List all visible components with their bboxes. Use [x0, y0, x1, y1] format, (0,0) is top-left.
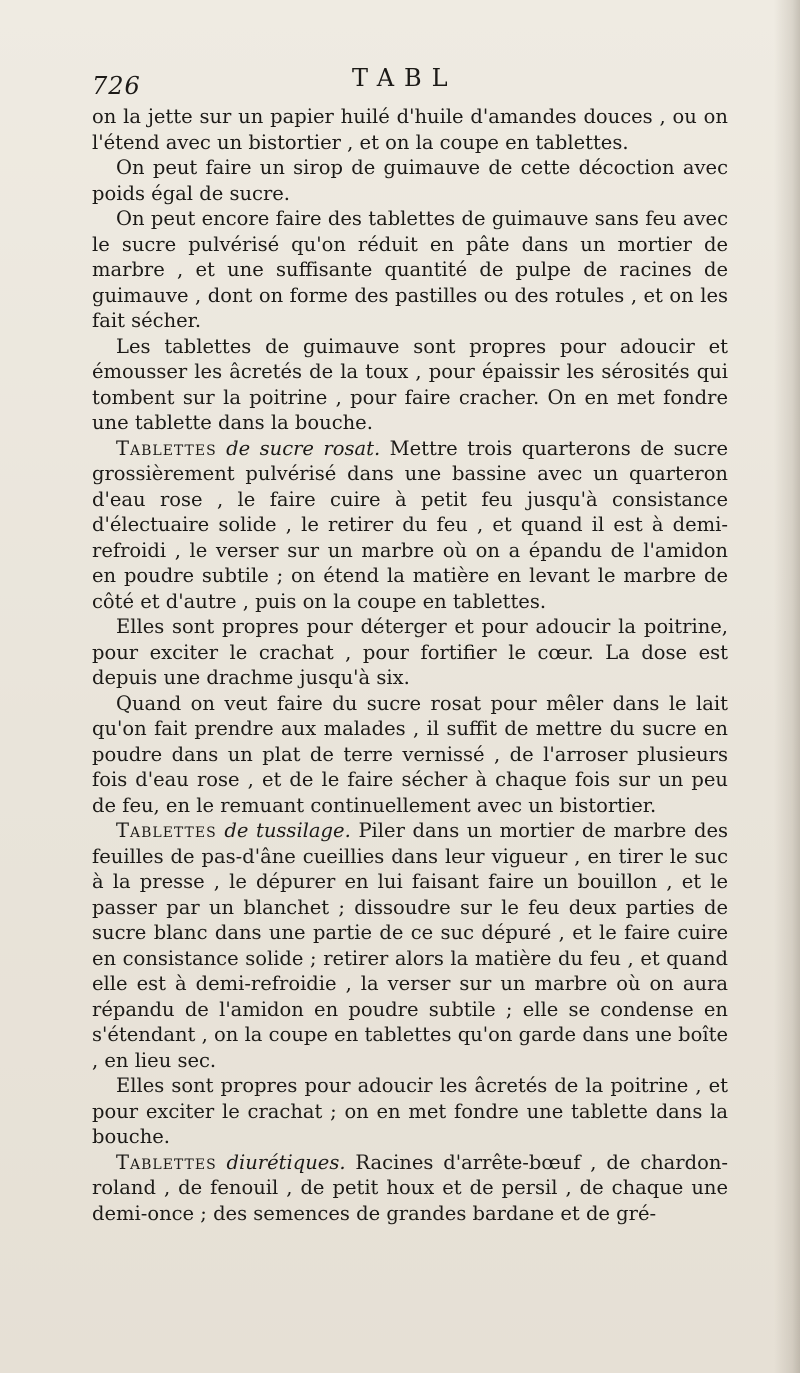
paragraph-text: Mettre trois quarterons de sucre grossièrement pulvérisé dans une bassine avec un quarteron d'eau rose , le faire cuire à petit feu jusqu'à consistance d'électuaire solide , le retirer du feu , et quand il est à demi-refroidi , le verser sur un marbre où on a épandu de l'amidon en poudre subtile ; on étend la matière en levant le marbre de côté et d'autre , puis on la coupe en tablettes. [92, 436, 729, 613]
paragraph-text: On peut faire un sirop de guimauve de cette décoction avec poids égal de sucre. [92, 156, 728, 205]
entry-title: de tussilage. [224, 819, 351, 842]
page-body [92, 104, 728, 1226]
paragraph-text: Piler dans un mortier de marbre des feuilles de pas-d'âne cueillies dans leur vigueur , en tirer le suc à la presse , le dépurer en lui faisant faire un bouillon , et le passer par un blanchet ; dissoudre sur le feu deux parties de sucre blanc dans une partie de ce suc dépuré , et le faire cuire en consistance solide ; retirer alors la matière du feu , et quand elle est à demi-refroidie , la verser sur un marbre où on aura répandu de l'amidon en poudre subtile ; elle se condense en s'étendant , on la coupe en tablettes qu'on garde dans une boîte , en lieu sec. [92, 819, 728, 1072]
paragraph-tablettes-sans-feu [92, 206, 728, 334]
paragraph-text: Elles sont propres pour adoucir les âcretés de la poitrine , et pour exciter le crachat ; on en met fondre une tablette dans la bouche. [92, 1074, 728, 1148]
entry-head: Tablettes [116, 1150, 217, 1174]
entry-tablettes-diuretiques [92, 1150, 728, 1227]
paragraph-vertus-guimauve [92, 334, 728, 436]
running-head: TABL [352, 64, 458, 92]
entry-tablettes-tussilage [92, 818, 728, 1073]
paragraph-text: Racines d'arrête-bœuf , de chardon-roland , de fenouil , de petit houx et de persil , de chaque une demi-once ; des semences de grandes bardane et de gré- [92, 1150, 728, 1225]
paragraph-text: On peut encore faire des tablettes de guimauve sans feu avec le sucre pulvérisé qu'on réduit en pâte dans un mortier de marbre , et une suffisante quantité de pulpe de racines de guimauve , dont on forme des pastilles ou des rotules , et on les fait sécher. [92, 207, 728, 332]
paragraph-text: on la jette sur un papier huilé d'huile d'amandes douces , ou on l'étend avec un bistortier , et on la coupe en tablettes. [92, 105, 728, 154]
paragraph-text: Les tablettes de guimauve sont propres pour adoucir et émousser les âcretés de la toux , pour épaissir les sérosités qui tombent sur la poitrine , pour faire cracher. On en met fondre une tablette dans la bouche. [92, 334, 728, 434]
page-number: 726 [92, 72, 141, 100]
paragraph-vertus-tussilage [92, 1073, 728, 1150]
page-header [0, 64, 800, 104]
entry-title: de sucre rosat. [226, 436, 381, 460]
paragraph-sirop-guimauve [92, 155, 728, 206]
paragraph-text: Elles sont propres pour déterger et pour adoucir la poitrine, pour exciter le crachat , pour fortifier le cœur. La dose est depuis une drachme jusqu'à six. [92, 615, 728, 689]
paragraph-vertus-sucre-rosat [92, 614, 728, 691]
page-spine-shadow [774, 0, 800, 1373]
entry-head: Tablettes [116, 819, 217, 842]
entry-tablettes-sucre-rosat [92, 436, 728, 615]
paragraph-text: Quand on veut faire du sucre rosat pour mêler dans le lait qu'on fait prendre aux malades , il suffit de mettre du sucre en poudre dans un plat de terre vernissé , de l'arroser plusieurs fois d'eau rose , et de le faire sécher à chaque fois sur un peu de feu, en le remuant continuellement avec un bistortier. [92, 691, 728, 817]
paragraph-sucre-rosat-lait [92, 691, 728, 819]
paragraph-guimauve-continuation [92, 104, 728, 155]
entry-title: diurétiques. [226, 1150, 346, 1174]
entry-head: Tablettes [116, 436, 217, 460]
